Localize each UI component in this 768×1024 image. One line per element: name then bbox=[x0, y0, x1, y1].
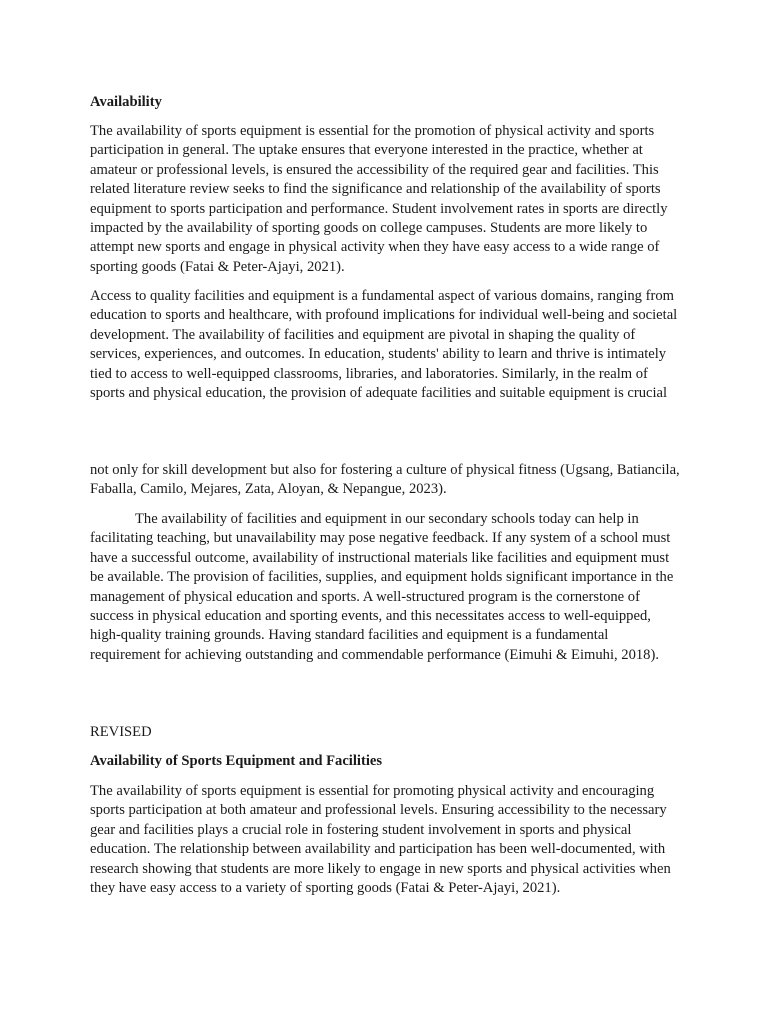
section-heading-revised: Availability of Sports Equipment and Facilities bbox=[90, 753, 383, 769]
revised-label: REVISED bbox=[90, 724, 152, 740]
paragraph-access-quality-continued: not only for skill development but also for fostering a culture of physical fitness (Ugsang, Batiancila, Faballa, Camilo, Mejares, Zata, Aloyan, & Nepangue, 2023). bbox=[90, 462, 680, 498]
paragraph-revised-intro: The availability of sports equipment is essential for promoting physical activity and encouraging sports participation at both amateur and professional levels. Ensuring accessibility to the necessary gear and facilities plays a crucial role in fostering student involvement in sports and physical education. The relationship between availability and participation has been well-documented, with research showing that students are more likely to engage in new sports and physical activities when they have easy access to a variety of sporting goods (Fatai & Peter-Ajayi, 2021). bbox=[90, 783, 671, 897]
paragraph-access-quality: Access to quality facilities and equipment is a fundamental aspect of various domains, ranging from education to sports and healthcare, with profound implications for individual well-being and societal development. The availability of facilities and equipment are pivotal in shaping the quality of services, experiences, and outcomes. In education, students' ability to learn and thrive is intimately tied to access to well-equipped classrooms, libraries, and laboratories. Similarly, in the realm of sports and physical education, the provision of adequate facilities and suitable equipment is crucial bbox=[90, 288, 678, 402]
paragraph-availability-intro: The availability of sports equipment is essential for the promotion of physical activity and sports participation in general. The uptake ensures that everyone interested in the practice, whether at amateur or professional levels, is ensured the accessibility of the required gear and facilities. This related literature review seeks to find the significance and relationship of the availability of sports equipment to sports participation and performance. Student involvement rates in sports are directly impacted by the availability of sporting goods on college campuses. Students are more likely to attempt new sports and engage in physical activity when they have easy access to a wide range of sporting goods (Fatai & Peter-Ajayi, 2021). bbox=[90, 123, 668, 275]
section-heading-availability: Availability bbox=[90, 94, 162, 110]
paragraph-secondary-schools: The availability of facilities and equipment in our secondary schools today can help in facilitating teaching, but unavailability may pose negative feedback. If any system of a school must have a successful outcome, availability of instructional materials like facilities and equipment must be available. The provision of facilities, supplies, and equipment holds significant importance in the management of physical education and sports. A well-structured program is the cornerstone of success in physical education and sporting events, and this necessitates access to well-equipped, high-quality training grounds. Having standard facilities and equipment is a fundamental requirement for achieving outstanding and commendable performance (Eimuhi & Eimuhi, 2018). bbox=[90, 511, 674, 663]
